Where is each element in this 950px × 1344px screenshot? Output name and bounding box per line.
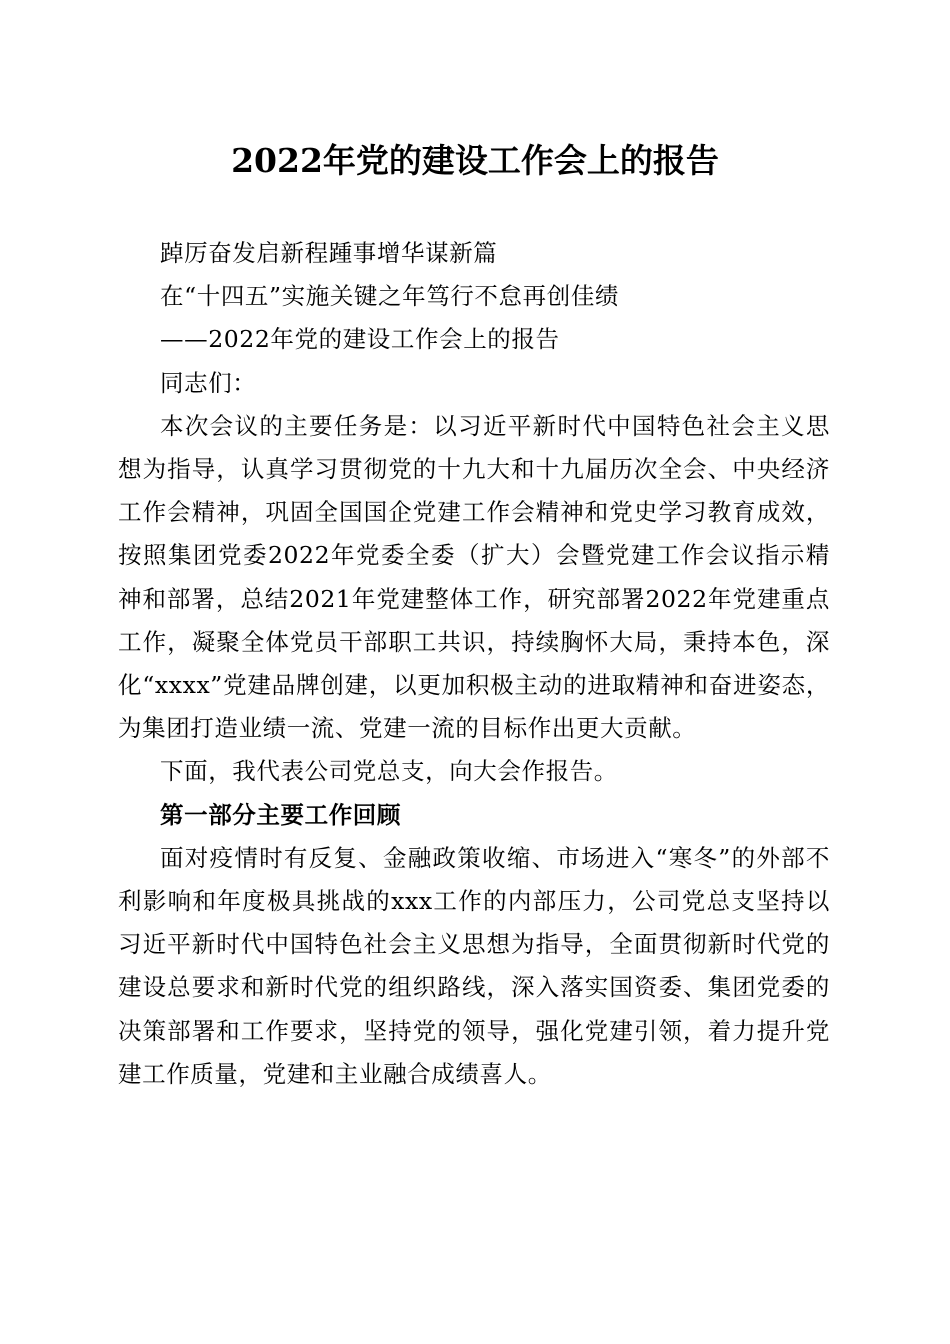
paragraph-report-intro: 下面，我代表公司党总支，向大会作报告。 [160, 757, 618, 786]
subtitle-line-1: 踔厉奋发启新程踵事增华谋新篇 [160, 239, 498, 267]
document-title: 2022年党的建设工作会上的报告 [231, 141, 719, 180]
subtitle-line-3: ——2022年党的建设工作会上的报告 [160, 325, 560, 354]
document-body [118, 232, 830, 1096]
section-heading-part-one: 第一部分主要工作回顾 [160, 800, 401, 829]
paragraph-work-review: 面对疫情时有反复、金融政策收缩、市场进入“寒冬”的外部不利影响和年度极具挑战的xxx工作的内部压力，公司党总支坚持以习近平新时代中国特色社会主义思想为指导，全面贯彻新时代党的建设总要求和新时代党的组织路线，深入落实国资委、集团党委的决策部署和工作要求，坚持党的领导，强化党建引领，着力提升党建工作质量，党建和主业融合成绩喜人。 [118, 843, 830, 1088]
subtitle-line-2: 在“十四五”实施关键之年笃行不怠再创佳绩 [160, 282, 620, 311]
paragraph-main-task: 本次会议的主要任务是：以习近平新时代中国特色社会主义思想为指导，认真学习贯彻党的十九大和十九届历次全会、中央经济工作会精神，巩固全国国企党建工作会精神和党史学习教育成效，按照集团党委2022年党委全委（扩大）会暨党建工作会议指示精神和部署，总结2021年党建整体工作，研究部署2022年党建重点工作，凝聚全体党员干部职工共识，持续胸怀大局，秉持本色，深化“xxxx”党建品牌创建，以更加积极主动的进取精神和奋进姿态，为集团打造业绩一流、党建一流的目标作出更大贡献。 [118, 411, 830, 743]
salutation: 同志们： [160, 368, 257, 397]
